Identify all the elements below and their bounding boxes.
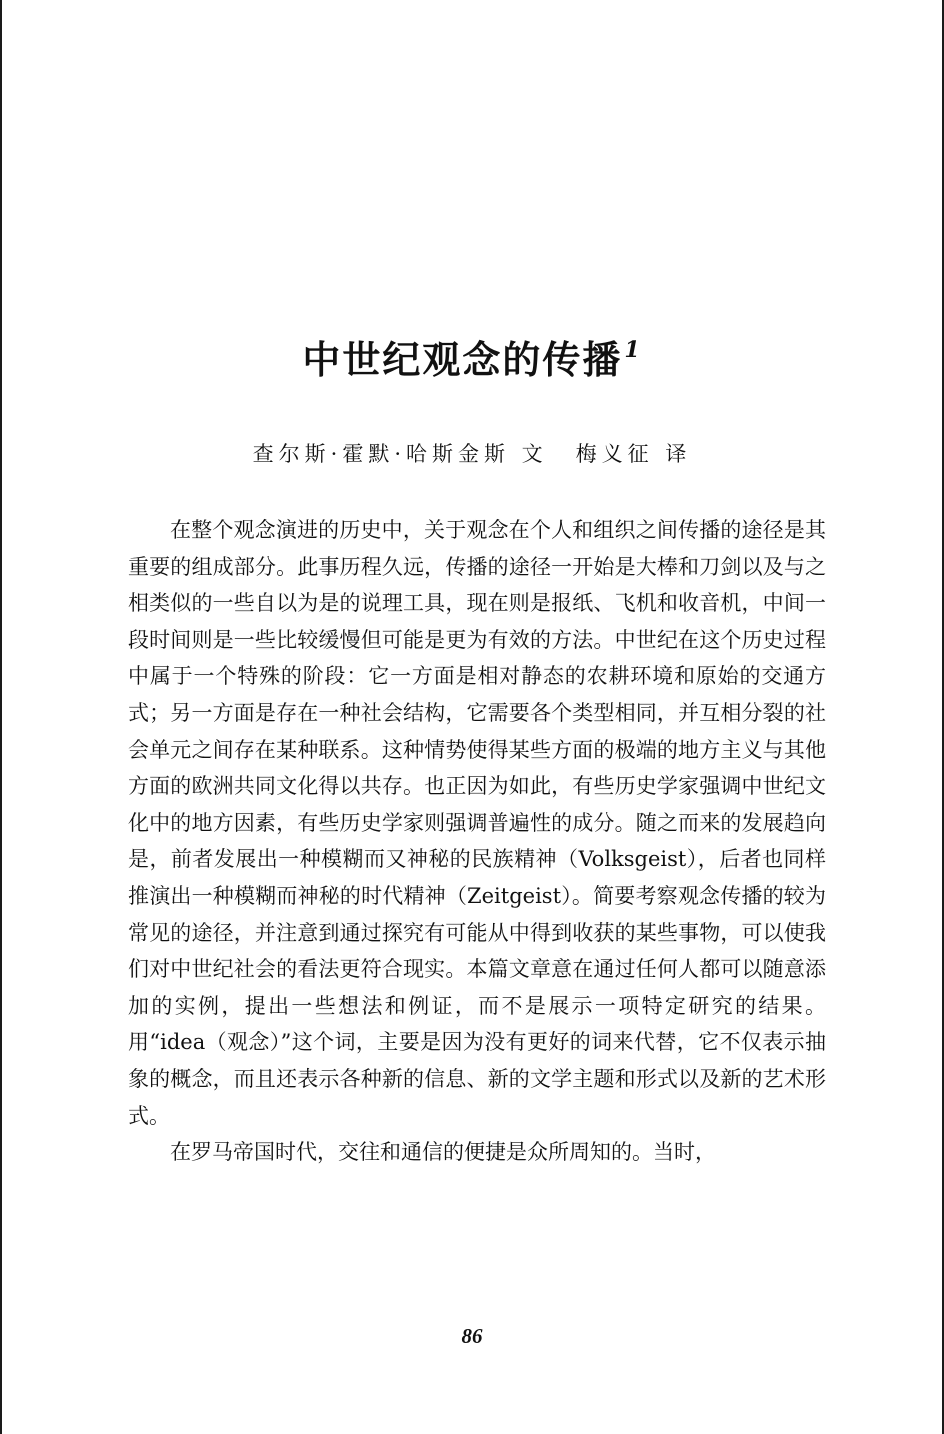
- page-left-edge: [0, 0, 2, 1434]
- article-body: [128, 512, 826, 1171]
- footnote-marker: 1: [624, 337, 642, 363]
- author-credit: 查尔斯·霍默·哈斯金斯 文: [252, 442, 548, 466]
- body-paragraph-2: 在罗马帝国时代，交往和通信的便捷是众所周知的。当时，: [170, 1140, 716, 1165]
- translator-credit: 梅义征 译: [575, 442, 692, 466]
- article-title: [0, 322, 944, 388]
- article-title-text: 中世纪观念的传播: [302, 337, 623, 382]
- page-number: 86: [461, 1324, 483, 1348]
- byline: [0, 438, 944, 470]
- body-paragraph-1: 在整个观念演进的历史中，关于观念在个人和组织之间传播的途径是其重要的组成部分。此事历程久远，传播的途径一开始是大棒和刀剑以及与之相类似的一些自以为是的说理工具，现在则是报纸、飞机和收音机，中间一段时间则是一些比较缓慢但可能是更为有效的方法。中世纪在这个历史过程中属于一个特殊的阶段：它一方面是相对静态的农耕环境和原始的交通方式；另一方面是存在一种社会结构，它需要各个类型相同，并互相分裂的社会单元之间存在某种联系。这种情势使得某些方面的极端的地方主义与其他方面的欧洲共同文化得以共存。也正因为如此，有些历史学家强调中世纪文化中的地方因素，有些历史学家则强调普遍性的成分。随之而来的发展趋向是，前者发展出一种模糊而又神秘的民族精神（Volksgeist），后者也同样推演出一种模糊而神秘的时代精神（Zeitgeist）。简要考察观念传播的较为常见的途径，并注意到通过探究有可能从中得到收获的某些事物，可以使我们对中世纪社会的看法更符合现实。本篇文章意在通过任何人都可以随意添加的实例，提出一些想法和例证，而不是展示一项特定研究的结果。用“idea（观念）”这个词，主要是因为没有更好的词来代替，它不仅表示抽象的概念，而且还表示各种新的信息、新的文学主题和形式以及新的艺术形式。: [128, 518, 826, 1128]
